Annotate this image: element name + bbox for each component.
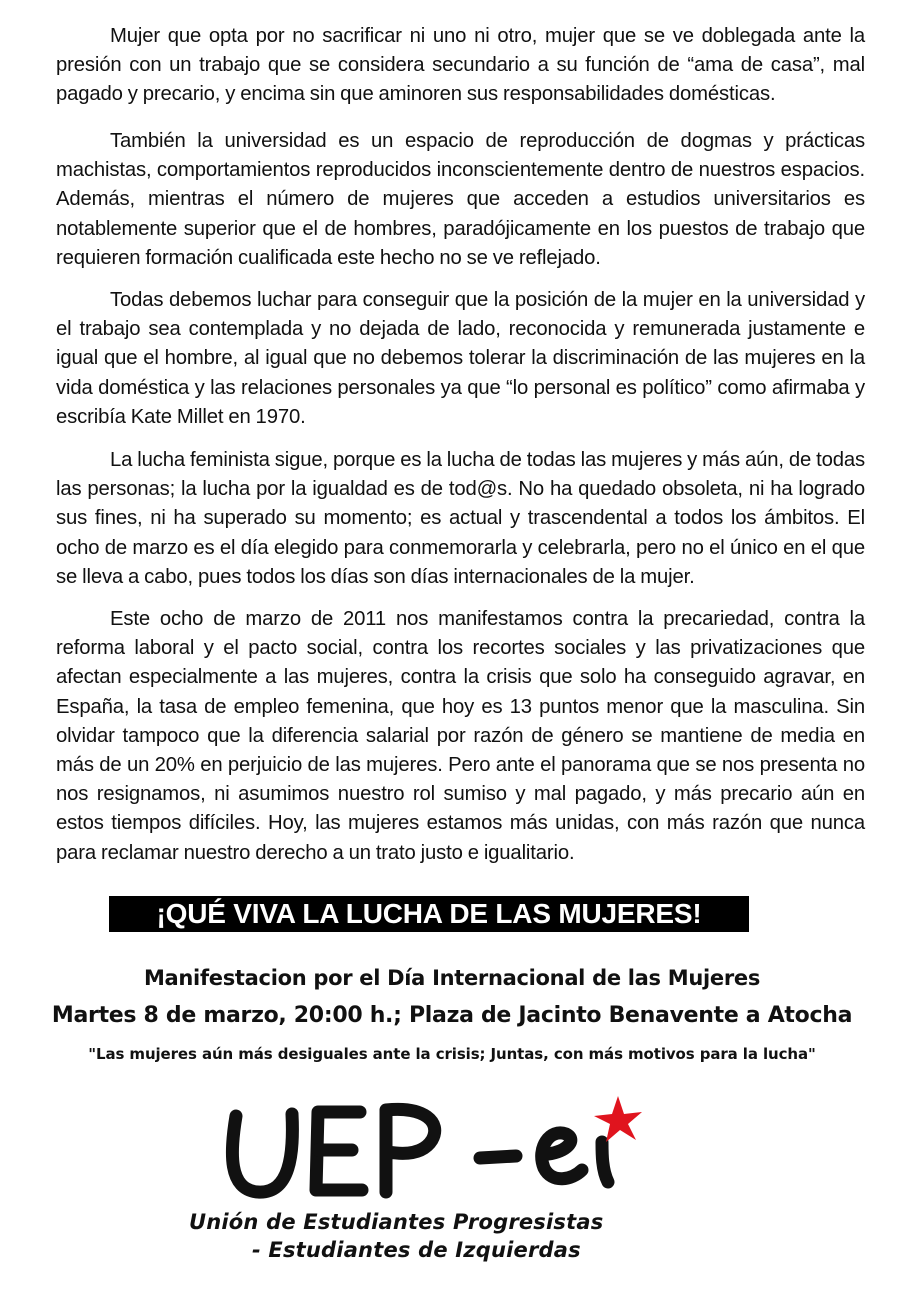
body-paragraph-1: Mujer que opta por no sacrificar ni uno ni otro, mujer que se ve doblegada ante la presión con un trabajo que se considera secundario a su función de “ama de casa”, mal pagado y precario, y encima sin que aminoren sus responsabilidades domésticas. [56, 25, 865, 106]
event-quote: "Las mujeres aún más desiguales ante la crisis; Juntas, con más motivos para la lucha" [88, 1045, 816, 1063]
body-paragraph-2: También la universidad es un espacio de reproducción de dogmas y prácticas machistas, comportamientos reproducidos inconscientemente dentro de nuestros espacios. Además, mientras el número de mujeres que acceden a estudios universitarios es notablemente superior que el de hombres, paradójicamente en los puestos de trabajo que requieren formación cualificada este hecho no se ve reflejado. [56, 130, 865, 269]
slogan-banner: ¡QUÉ VIVA LA LUCHA DE LAS MUJERES! [109, 896, 749, 932]
red-star-icon [594, 1096, 642, 1142]
org-name-line-1: Unión de Estudiantes Progresistas [189, 1210, 604, 1234]
org-name-line-2: - Estudiantes de Izquierdas [252, 1238, 581, 1262]
body-paragraph-4: La lucha feminista sigue, porque es la lucha de todas las mujeres y más aún, de todas las personas; la lucha por la igualdad es de tod@s. No ha quedado obsoleta, ni ha logrado sus fines, ni ha superado su momento; es actual y trascendental a todos los ámbitos. El ocho de marzo es el día elegido para conmemorarla y celebrarla, pero no el único en el que se lleva a cabo, pues todos los días son días internacionales de la mujer. [56, 449, 865, 588]
event-date-location: Martes 8 de marzo, 20:00 h.; Plaza de Jacinto Benavente a Atocha [51, 1003, 853, 1028]
event-title: Manifestacion por el Día Internacional de las Mujeres [143, 966, 761, 990]
uep-ei-logo [210, 1092, 680, 1212]
body-paragraph-3: Todas debemos luchar para conseguir que la posición de la mujer en la universidad y el trabajo sea contemplada y no dejada de lado, reconocida y remunerada justamente e igual que el hombre, al igual que no debemos tolerar la discriminación de las mujeres en la vida doméstica y las relaciones personales ya que “lo personal es político” como afirmaba y escribía Kate Millet en 1970. [56, 289, 865, 428]
body-paragraph-5: Este ocho de marzo de 2011 nos manifestamos contra la precariedad, contra la reforma laboral y el pacto social, contra los recortes sociales y las privatizaciones que afectan especialmente a las mujeres, contra la crisis que solo ha conseguido agravar, en España, la tasa de empleo femenina, que hoy es 13 puntos menor que la masculina. Sin olvidar tampoco que la diferencia salarial por razón de género se mantiene de media en más de un 20% en perjuicio de las mujeres. Pero ante el panorama que se nos presenta no nos resignamos, ni asumimos nuestro rol sumiso y mal pagado, y más precario aún en estos tiempos difíciles. Hoy, las mujeres estamos más unidas, con más razón que nunca para reclamar nuestro derecho a un trato justo e igualitario. [56, 608, 865, 864]
